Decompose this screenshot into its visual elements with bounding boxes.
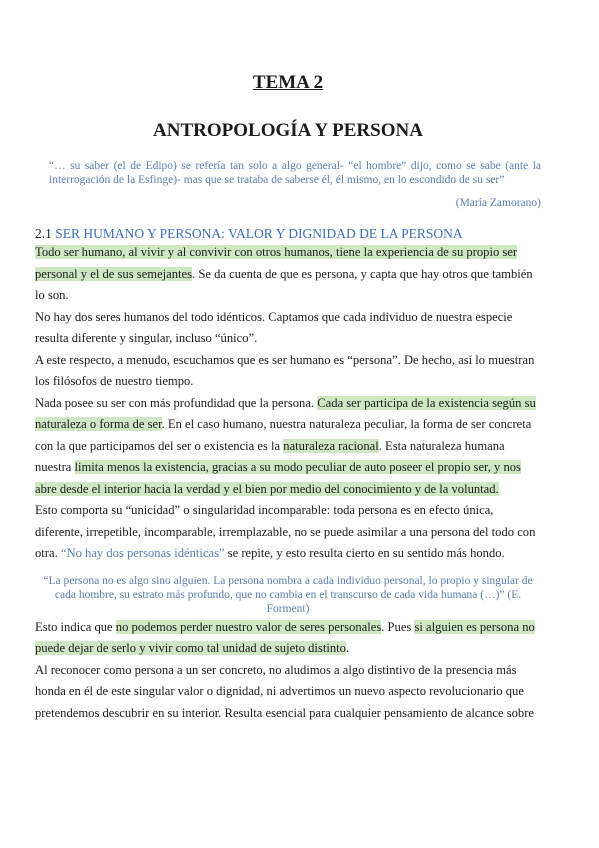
highlight: limita menos la existencia, gracias a su modo peculiar de auto poseer el propio ser, y nos abre desde el interior hacia la verdad y el bien por medio del conocimiento y de la voluntad. xyxy=(35,460,521,496)
text-run: se repite, y esto resulta cierto en su sentido más hondo. xyxy=(224,546,505,561)
paragraph-3: A este respecto, a menudo, escuchamos que es ser humano es “persona”. De hecho, así lo muestran los filósofos de nuestro tiempo. xyxy=(35,352,535,389)
text-run: Nada posee su ser con más profundidad que la persona. xyxy=(35,395,318,410)
paragraph-4 xyxy=(35,393,541,501)
page-title: TEMA 2 xyxy=(252,72,324,93)
page-subtitle: ANTROPOLOGÍA Y PERSONA xyxy=(153,120,423,141)
text-run: . Esta naturaleza humana nuestra xyxy=(35,438,505,475)
epigraph-author: (María Zamorano) xyxy=(455,196,541,209)
highlight: naturaleza racional xyxy=(283,438,379,453)
block-quote: “La persona no es algo sino alguien. La persona nombra a cada individuo personal, lo propio y singular de cada hombre, su estrato más profundo, que no cambia en el transcurso de cada vida humana (…)” (E. Forment) xyxy=(43,574,533,616)
paragraph-1 xyxy=(35,242,541,307)
highlight: Cada ser participa de la existencia según su naturaleza o forma de ser xyxy=(35,395,536,432)
text-run: . En el caso humano, nuestra naturaleza peculiar, la forma de ser concreta con la que participamos del ser o existencia es la xyxy=(35,417,532,453)
highlight: Todo ser humano, al vivir y al convivir con otros humanos, tiene la experiencia de su propio ser personal y el de sus semejantes xyxy=(35,245,518,281)
highlight: no podemos perder nuestro valor de seres personales xyxy=(115,619,382,634)
section-heading xyxy=(35,226,541,242)
inline-quote: “No hay dos personas idénticas” xyxy=(60,546,225,561)
epigraph-quote: “… su saber (el de Edipo) se refería tan solo a algo general- “el hombre” dijo, como se sabe (ante la interrogación de la Esfinge)- mas que se trataba de saberse él, él mismo, en lo escondido de su ser” xyxy=(49,160,541,187)
paragraph-2: No hay dos seres humanos del todo idénticos. Captamos que cada individuo de nuestra especie resulta diferente y singular, incluso “único”. xyxy=(35,309,513,346)
text-run: . Se da cuenta de que es persona, y capta que hay otros que también lo son. xyxy=(35,266,533,303)
section-number: 2.1 xyxy=(35,226,52,242)
text-run: . Pues xyxy=(381,619,415,634)
paragraph-5 xyxy=(35,500,541,565)
section-title: SER HUMANO Y PERSONA: VALOR Y DIGNIDAD DE LA PERSONA xyxy=(55,226,463,242)
text-run: Esto comporta su “unicidad” o singularidad incomparable: toda persona es en efecto única, diferente, irrepetible, incomparable, irremplazable, no se puede asimilar a una persona del todo con otra. xyxy=(35,503,536,561)
paragraph-7: Al reconocer como persona a un ser concreto, no aludimos a algo distintivo de la presencia más honda en él de este singular valor o dignidad, ni advertimos un nuevo aspecto revolucionario que pretendemos descubrir en su interior. Resulta esencial para cualquier pensamiento de alcance sobre xyxy=(35,662,535,720)
paragraph-6 xyxy=(35,617,541,660)
highlight: si alguien es persona no puede dejar de serlo y vivir como tal unidad de sujeto distinto xyxy=(35,619,535,656)
text-run: Esto indica que xyxy=(35,619,116,634)
text-run: . xyxy=(345,641,350,656)
